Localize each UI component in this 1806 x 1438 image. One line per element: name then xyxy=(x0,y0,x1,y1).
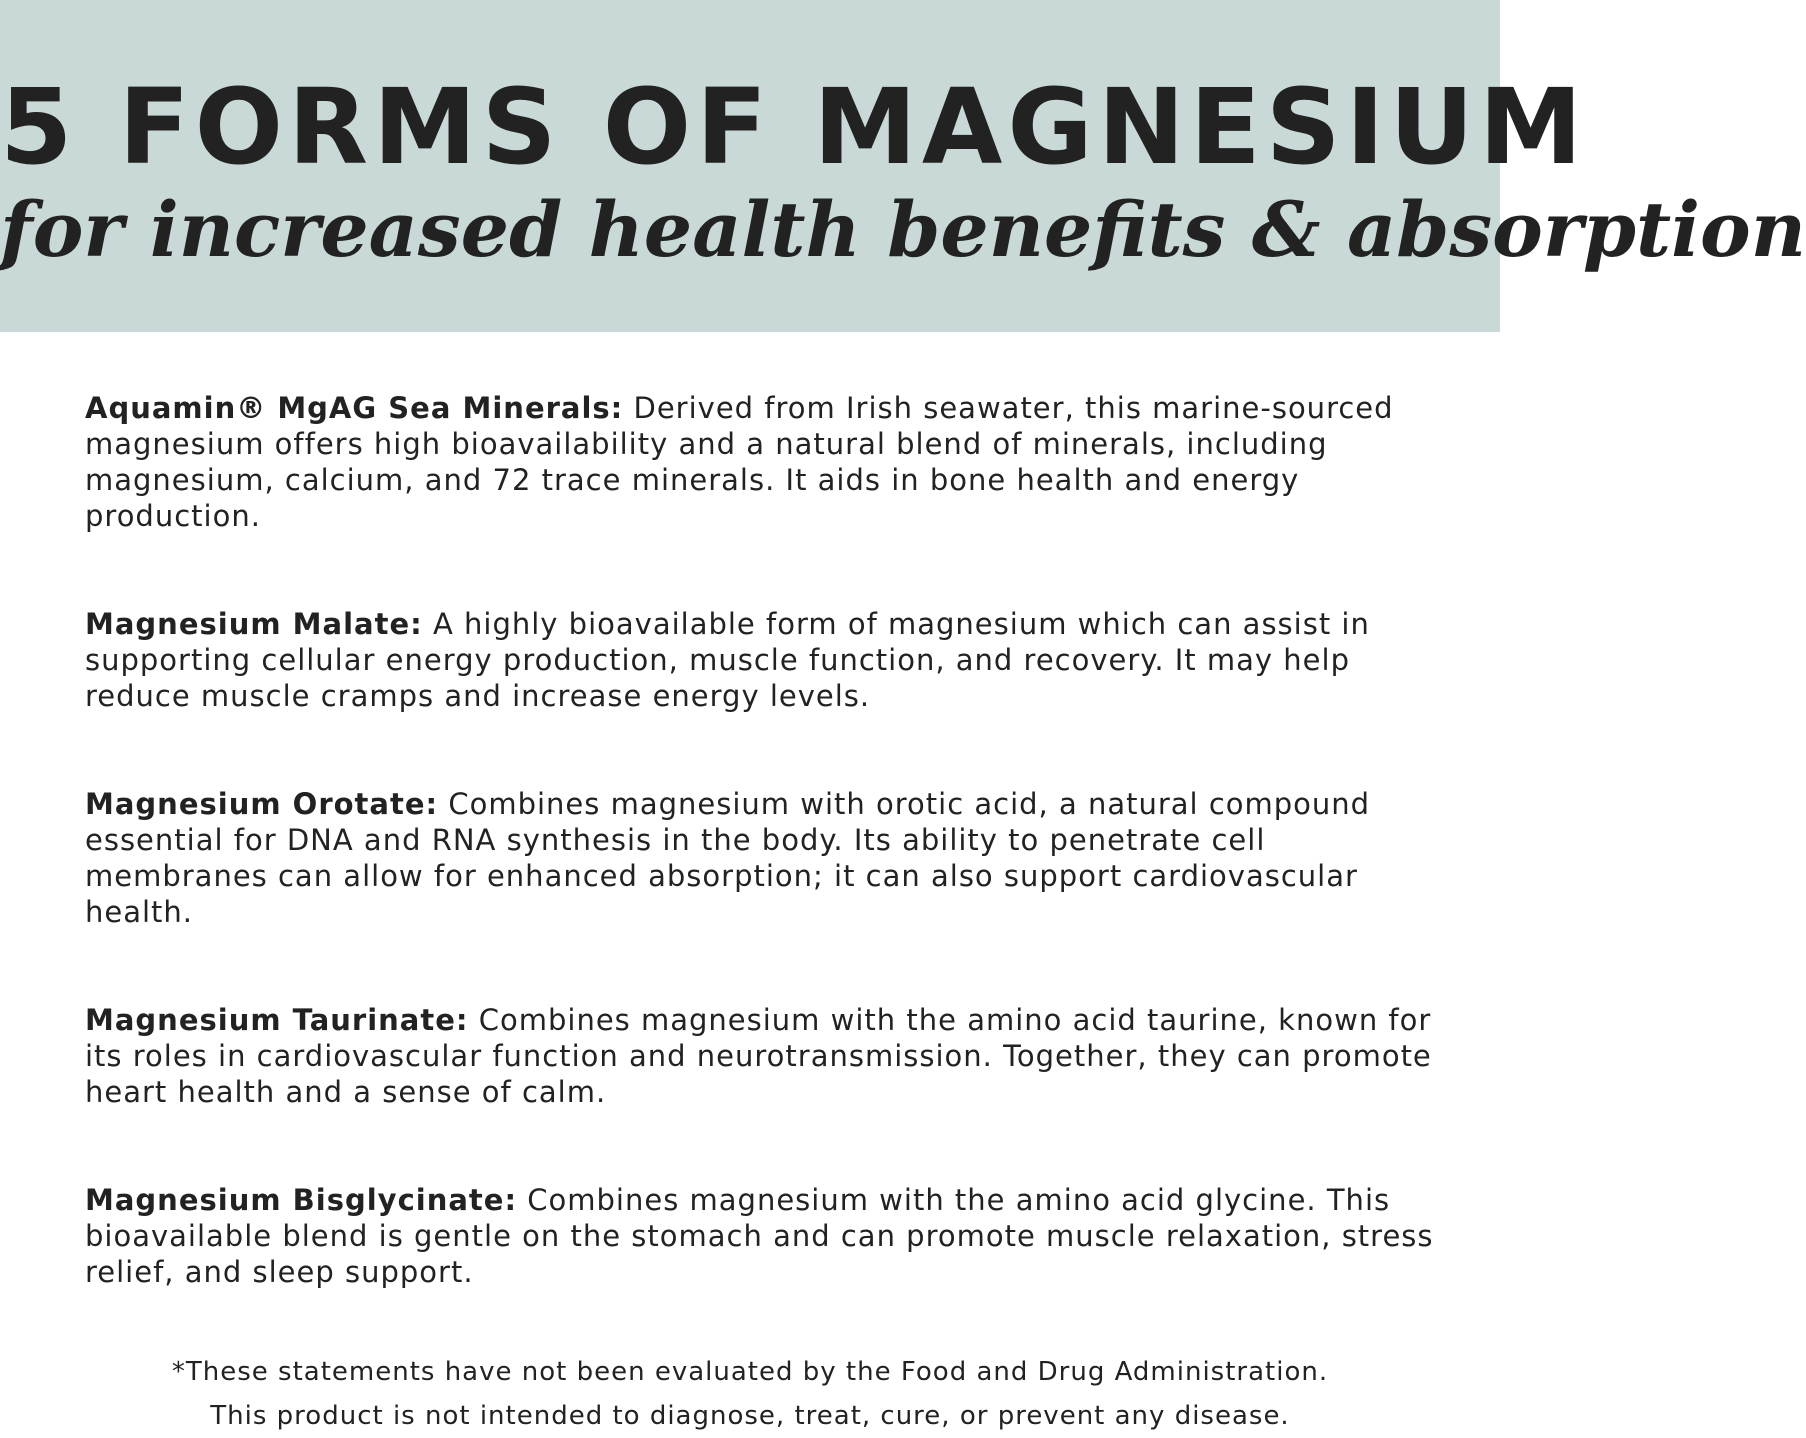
form-entry-aquamin xyxy=(85,390,1445,534)
disclaimer-line-1: *These statements have not been evaluated by the Food and Drug Administration. xyxy=(171,1357,1329,1387)
form-entry-malate xyxy=(85,606,1445,714)
page-title: 5 FORMS OF MAGNESIUM xyxy=(0,66,1588,188)
form-description: Derived from Irish seawater, this marine-sourced magnesium offers high bioavailability and a natural blend of minerals, including magnesium, calcium, and 72 trace minerals. It aids in bone health and energy production. xyxy=(85,391,1394,533)
form-description: Combines magnesium with orotic acid, a natural compound essential for DNA and RNA synthesis in the body. Its ability to penetrate cell membranes can allow for enhanced absorption; it can also support cardiovascular health. xyxy=(85,787,1371,929)
disclaimer-line-2: This product is not intended to diagnose, treat, cure, or prevent any disease. xyxy=(210,1401,1290,1431)
form-description: A highly bioavailable form of magnesium which can assist in supporting cellular energy production, muscle function, and recovery. It may help reduce muscle cramps and increase energy levels. xyxy=(85,607,1370,713)
form-term: Magnesium Bisglycinate: xyxy=(85,1183,518,1217)
form-term: Magnesium Orotate: xyxy=(85,787,439,821)
page-subtitle: for increased health benefits & absorption xyxy=(0,185,1806,274)
form-term: Magnesium Malate: xyxy=(85,607,423,641)
form-entry-bisglycinate xyxy=(85,1182,1445,1290)
form-entry-orotate xyxy=(85,786,1445,930)
form-description: Combines magnesium with the amino acid taurine, known for its roles in cardiovascular function and neurotransmission. Together, they can promote heart health and a sense of calm. xyxy=(85,1003,1432,1109)
header-banner xyxy=(0,0,1806,332)
form-description: Combines magnesium with the amino acid glycine. This bioavailable blend is gentle on the stomach and can promote muscle relaxation, stress relief, and sleep support. xyxy=(85,1183,1434,1289)
form-term: Aquamin® MgAG Sea Minerals: xyxy=(85,391,624,425)
form-term: Magnesium Taurinate: xyxy=(85,1003,469,1037)
form-entry-taurinate xyxy=(85,1002,1445,1110)
fda-disclaimer xyxy=(0,1350,1500,1438)
